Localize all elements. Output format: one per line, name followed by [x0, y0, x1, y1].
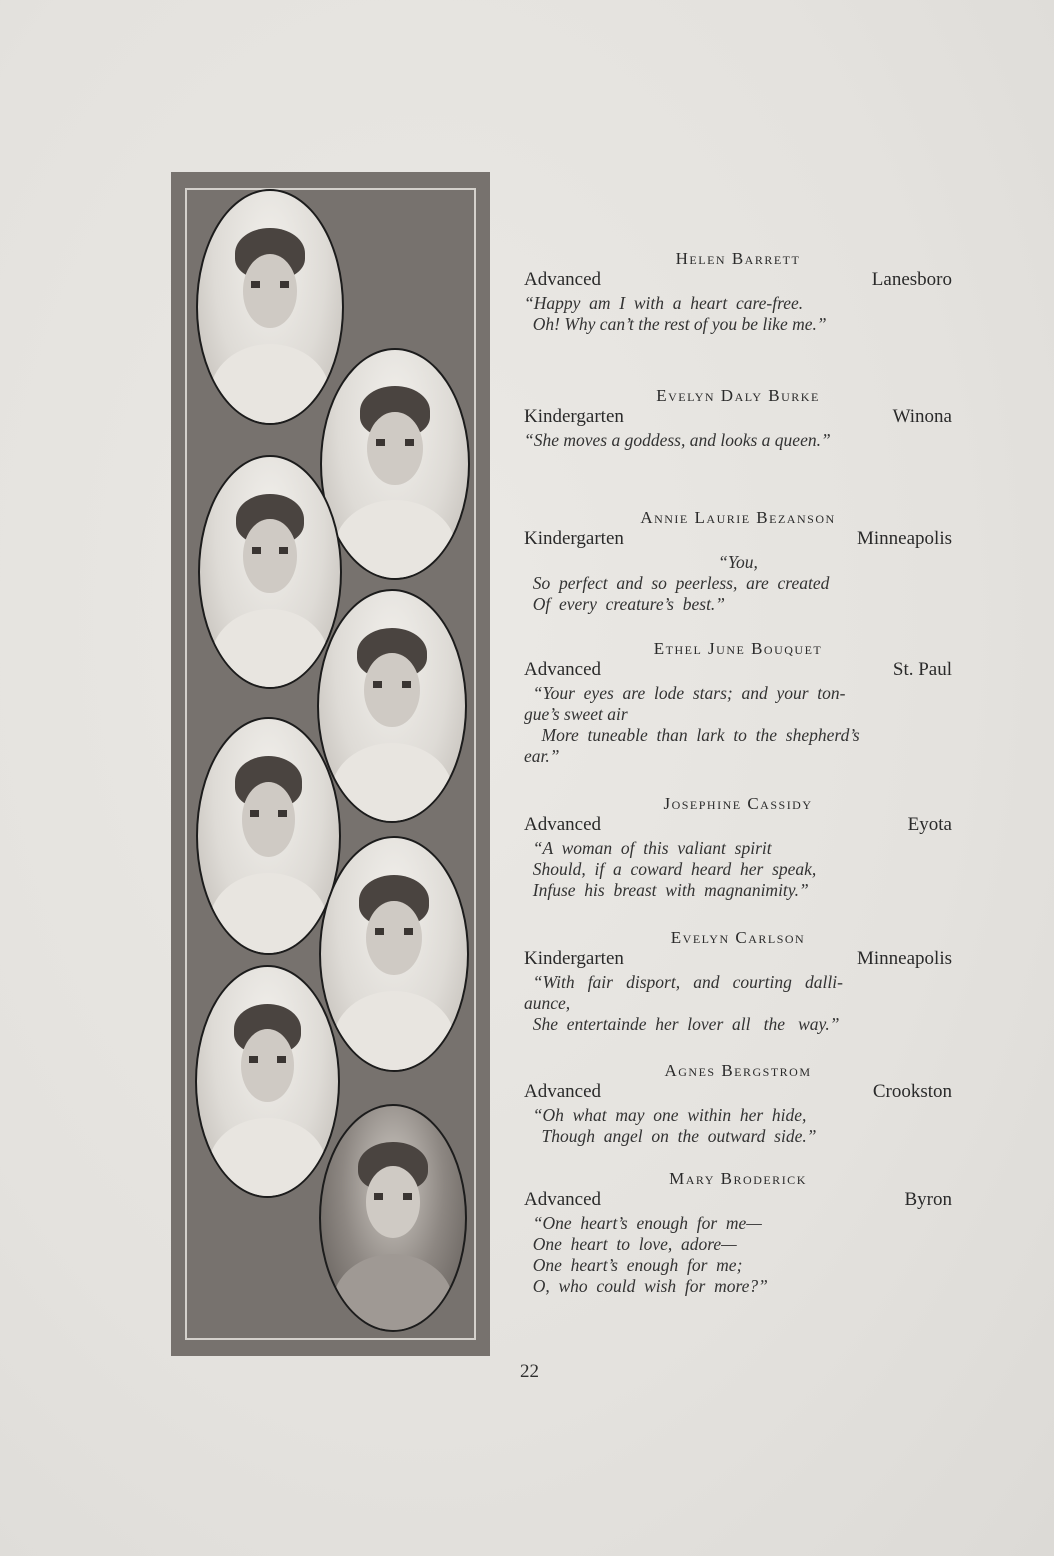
- quote-lead: “You,: [718, 552, 758, 572]
- student-name: Agnes Bergstrom: [664, 1061, 812, 1080]
- quote: “With fair disport, and courting dalli- aunce, She entertainde her lover all the way.”: [524, 972, 843, 1034]
- portrait-ethel-june-bouquet: [317, 589, 467, 823]
- portrait-josephine-cassidy: [196, 717, 341, 955]
- hometown: Minneapolis: [857, 528, 952, 549]
- course: Advanced: [524, 659, 602, 680]
- entry-evelyn-carlson: [524, 928, 952, 1035]
- portrait-evelyn-daly-burke: [320, 348, 470, 580]
- quote: “Your eyes are lode stars; and your ton- gue’s sweet air More tuneable than lark to the shepherd’s ear.”: [524, 683, 860, 766]
- hometown: Byron: [904, 1189, 952, 1210]
- entry-ethel-june-bouquet: [524, 639, 952, 767]
- hometown: Minneapolis: [857, 948, 952, 969]
- course: Advanced: [524, 1081, 602, 1102]
- entry-evelyn-daly-burke: [524, 386, 952, 451]
- portrait-agnes-bergstrom: [195, 965, 340, 1198]
- student-name: Josephine Cassidy: [663, 794, 813, 813]
- course: Advanced: [524, 1189, 602, 1210]
- quote: “One heart’s enough for me— One heart to love, adore— One heart’s enough for me; O, who could wish for more?”: [532, 1213, 768, 1296]
- course: Advanced: [524, 814, 602, 835]
- entry-josephine-cassidy: [524, 794, 952, 901]
- portrait-annie-laurie-bezanson: [198, 455, 342, 689]
- student-name: Helen Barrett: [675, 249, 801, 268]
- student-name: Annie Laurie Bezanson: [640, 508, 836, 527]
- course: Kindergarten: [524, 406, 624, 427]
- quote: “She moves a goddess, and looks a queen.”: [524, 430, 831, 450]
- student-name: Ethel June Bouquet: [653, 639, 823, 658]
- student-name: Evelyn Carlson: [670, 928, 806, 947]
- student-name: Mary Broderick: [669, 1169, 807, 1188]
- student-name: Evelyn Daly Burke: [656, 386, 820, 405]
- entry-annie-laurie-bezanson: [524, 508, 952, 615]
- entry-mary-broderick: [524, 1169, 952, 1297]
- quote: “Oh what may one within her hide, Though angel on the outward side.”: [532, 1105, 817, 1146]
- portrait-evelyn-carlson: [319, 836, 469, 1072]
- hometown: Lanesboro: [871, 269, 952, 290]
- course: Kindergarten: [524, 528, 624, 549]
- portrait-mary-broderick: [319, 1104, 467, 1332]
- hometown: Winona: [892, 406, 952, 427]
- entry-agnes-bergstrom: [524, 1061, 952, 1147]
- course: Kindergarten: [524, 948, 624, 969]
- portrait-helen-barrett: [196, 189, 344, 425]
- portrait-panel: [171, 172, 490, 1356]
- course: Advanced: [524, 269, 602, 290]
- hometown: Eyota: [907, 814, 952, 835]
- hometown: St. Paul: [892, 659, 952, 680]
- quote: “Happy am I with a heart care-free. Oh! Why can’t the rest of you be like me.”: [524, 293, 827, 334]
- page-number: 22: [520, 1361, 539, 1382]
- hometown: Crookston: [872, 1081, 952, 1102]
- quote: So perfect and so peerless, are created Of every creature’s best.”: [532, 573, 830, 614]
- quote: “A woman of this valiant spirit Should, if a coward heard her speak, Infuse his breast with magnanimity.”: [532, 838, 817, 900]
- entry-helen-barrett: [524, 249, 952, 335]
